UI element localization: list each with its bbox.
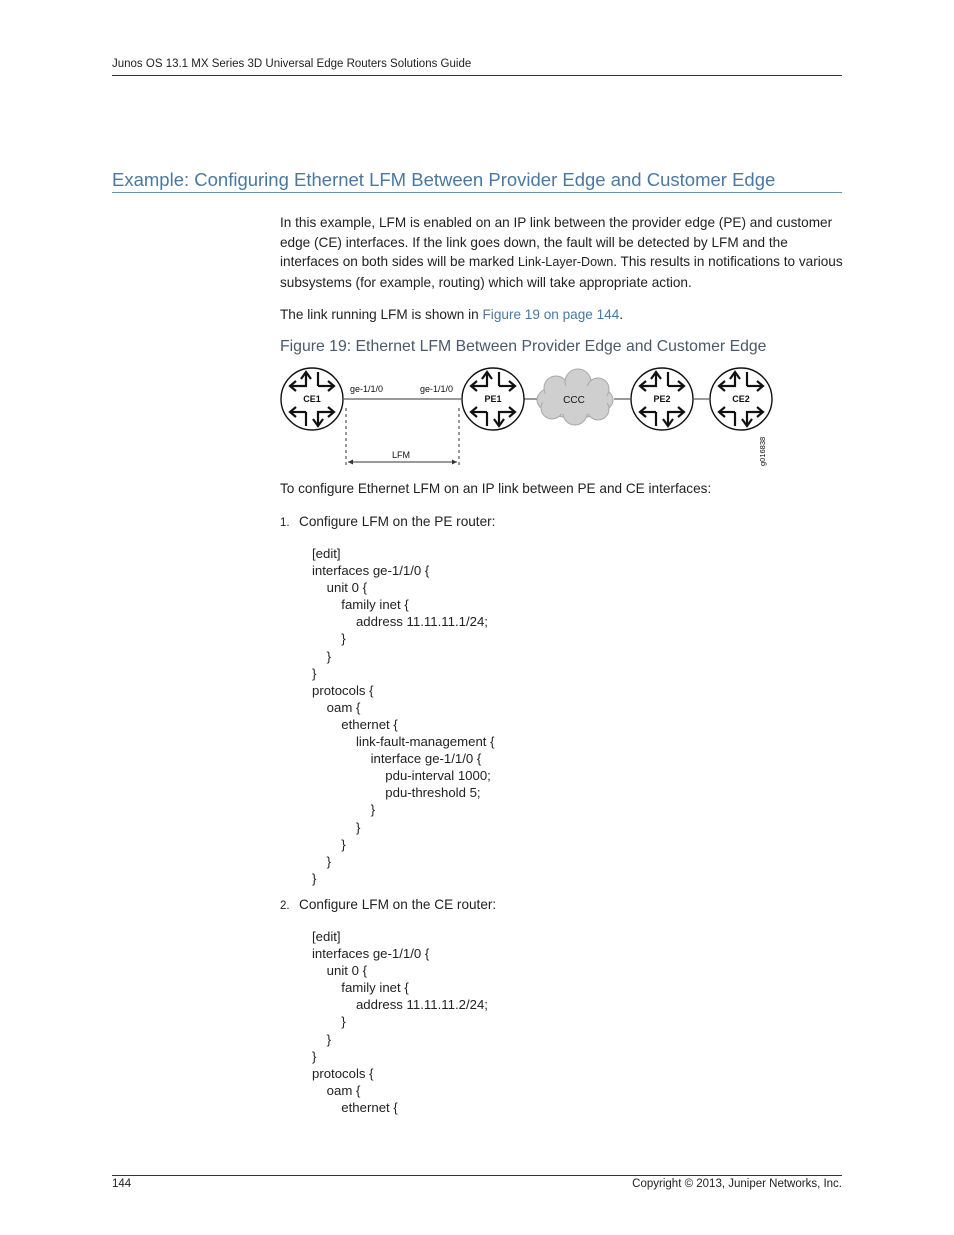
ce-config-code: [edit] interfaces ge-1/1/0 { unit 0 { family inet { address 11.11.11.2/24; } } } protocols { oam { ethernet { (312, 929, 488, 1115)
configure-intro: To configure Ethernet LFM on an IP link between PE and CE interfaces: (280, 481, 712, 496)
figure-reference-paragraph (280, 305, 846, 325)
section-title: Example: Configuring Ethernet LFM Between Provider Edge and Customer Edge (112, 169, 776, 190)
lfm-label: LFM (392, 450, 410, 460)
copyright: Copyright © 2013, Juniper Networks, Inc. (632, 1178, 842, 1190)
figure-reference-end: . (619, 307, 624, 322)
header-rule (112, 75, 842, 76)
page-number: 144 (112, 1178, 132, 1190)
step-1 (280, 514, 495, 529)
figure-19-link[interactable]: Figure 19 on page 144 (482, 307, 620, 322)
lfm-arrow-left-icon (348, 460, 353, 465)
ce1-label: CE1 (303, 394, 321, 404)
interface-label-left: ge-1/1/0 (350, 384, 384, 394)
intro-paragraph (280, 213, 846, 292)
intro-text-start: In this example, LFM is enabled on an IP link between the provider edge (PE) and customer edge (CE) interfaces. If the link goes down, the fault will be detected by LFM and the interfaces on both sides will be marked (280, 215, 833, 269)
lfm-network-diagram (278, 364, 778, 470)
running-header: Junos OS 13.1 MX Series 3D Universal Edge Routers Solutions Guide (112, 58, 472, 70)
interface-label-right: ge-1/1/0 (420, 384, 454, 394)
step-2-number: 2. (280, 900, 290, 912)
figure-id: g016838 (758, 436, 767, 466)
step-1-number: 1. (280, 517, 290, 529)
lfm-arrow-right-icon (452, 460, 457, 465)
footer-rule (112, 1175, 842, 1176)
section-title-rule (112, 192, 842, 193)
pe-config-code: [edit] interfaces ge-1/1/0 { unit 0 { family inet { address 11.11.11.1/24; } } } protocols { oam { ethernet { link-fault-management { interface ge-1/1/0 { pdu-interval 1000; pdu-threshold 5; } } } } } (312, 546, 495, 886)
link-layer-down-code: Link-Layer-Down (518, 255, 614, 269)
figure-reference-text: The link running LFM is shown in (280, 307, 483, 322)
ce2-label: CE2 (732, 394, 750, 404)
step-2-label: Configure LFM on the CE router: (299, 897, 497, 912)
step-2 (280, 897, 496, 912)
step-1-label: Configure LFM on the PE router: (299, 514, 496, 529)
intro-text-end: . This results in notifications to various subsystems (for example, routing) which will take appropriate action. (280, 254, 843, 290)
pe2-label: PE2 (653, 394, 671, 404)
figure-caption: Figure 19: Ethernet LFM Between Provider Edge and Customer Edge (280, 338, 767, 355)
pe1-label: PE1 (484, 394, 502, 404)
ccc-label: CCC (563, 395, 585, 406)
